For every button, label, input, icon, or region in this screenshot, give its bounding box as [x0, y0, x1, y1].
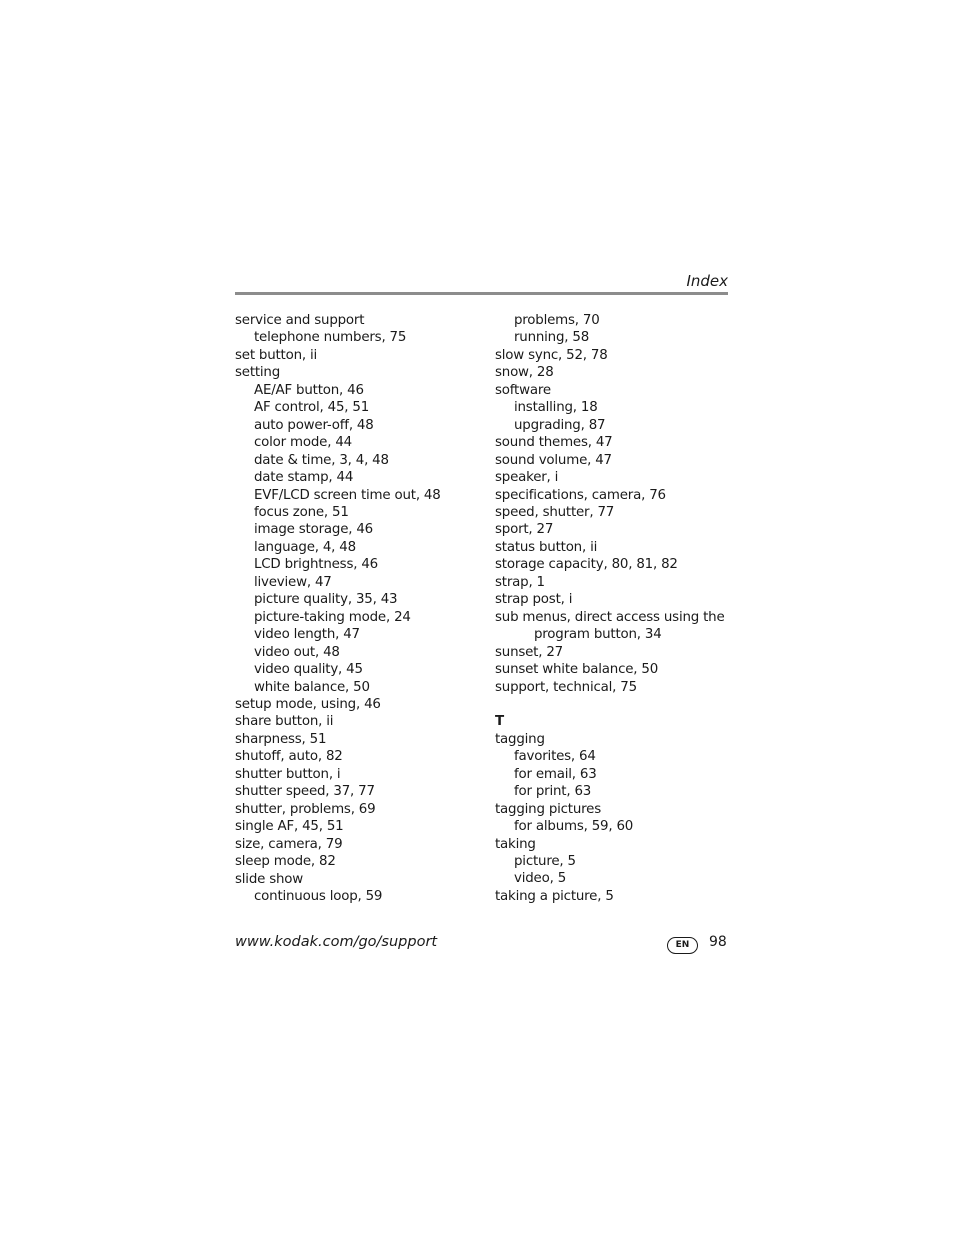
index-subentry: color mode, 44	[254, 435, 352, 451]
index-subentry: for albums, 59, 60	[514, 819, 634, 835]
index-column-left	[235, 312, 485, 905]
index-entry: set button, ii	[235, 347, 318, 363]
index-subentry: picture, 5	[514, 854, 576, 870]
index-entry: specifications, camera, 76	[495, 487, 666, 503]
index-column-right	[495, 312, 735, 905]
index-subentry: upgrading, 87	[514, 417, 606, 433]
index-entry: speed, shutter, 77	[495, 504, 615, 520]
index-subentry: running, 58	[514, 330, 590, 346]
index-entry: strap, 1	[495, 574, 545, 590]
index-subentry: date & time, 3, 4, 48	[254, 452, 389, 468]
index-subentry: liveview, 47	[254, 574, 332, 590]
index-entry: snow, 28	[495, 365, 554, 381]
index-entry: slide show	[235, 871, 304, 887]
index-subentry: date stamp, 44	[254, 470, 354, 486]
index-subentry: for email, 63	[514, 766, 597, 782]
index-entry: setup mode, using, 46	[235, 696, 381, 712]
index-subentry: AE/AF button, 46	[254, 382, 364, 398]
index-spacer	[495, 696, 735, 713]
index-subentry: picture quality, 35, 43	[254, 592, 398, 608]
index-entry: shutoff, auto, 82	[235, 749, 343, 765]
index-entry: sharpness, 51	[235, 731, 327, 747]
index-entry: sport, 27	[495, 522, 554, 538]
running-header-title: Index	[686, 272, 728, 290]
index-entry: speaker, i	[495, 470, 559, 486]
index-subentry: language, 4, 48	[254, 539, 356, 555]
index-entry: sub menus, direct access using the	[495, 609, 725, 625]
index-subentry: white balance, 50	[254, 679, 370, 695]
index-entry: shutter button, i	[235, 766, 341, 782]
language-badge: EN	[667, 937, 698, 954]
page-number: 98	[709, 934, 727, 950]
index-subentry: EVF/LCD screen time out, 48	[254, 487, 441, 503]
index-subentry: video length, 47	[254, 627, 360, 643]
index-subentry: video, 5	[514, 871, 567, 887]
index-entry: sound volume, 47	[495, 452, 612, 468]
index-entry: storage capacity, 80, 81, 82	[495, 557, 678, 573]
index-subentry: for print, 63	[514, 784, 592, 800]
index-subentry: video out, 48	[254, 644, 340, 660]
index-entry: size, camera, 79	[235, 836, 343, 852]
index-entry: taking a picture, 5	[495, 888, 614, 904]
index-entry: share button, ii	[235, 714, 334, 730]
index-entry: software	[495, 382, 551, 398]
index-entry: sleep mode, 82	[235, 854, 336, 870]
index-entry: taking	[495, 836, 536, 852]
index-subentry: favorites, 64	[514, 749, 596, 765]
header-rule	[235, 292, 728, 295]
index-subentry: image storage, 46	[254, 522, 373, 538]
index-letter-heading: T	[495, 714, 504, 730]
index-subentry: AF control, 45, 51	[254, 400, 370, 416]
index-entry: sunset, 27	[495, 644, 563, 660]
index-entry: shutter, problems, 69	[235, 801, 376, 817]
index-subentry: focus zone, 51	[254, 504, 349, 520]
index-entry: slow sync, 52, 78	[495, 347, 608, 363]
index-entry: single AF, 45, 51	[235, 819, 344, 835]
index-subentry: problems, 70	[514, 313, 600, 328]
index-entry: status button, ii	[495, 539, 598, 555]
index-entry: tagging	[495, 731, 545, 747]
index-subentry: installing, 18	[514, 400, 598, 416]
index-subentry: LCD brightness, 46	[254, 557, 378, 573]
index-entry: tagging pictures	[495, 801, 601, 817]
index-subentry: picture-taking mode, 24	[254, 609, 411, 625]
index-entry: setting	[235, 365, 281, 381]
footer-support-url: www.kodak.com/go/support	[235, 934, 438, 950]
index-entry: shutter speed, 37, 77	[235, 784, 375, 800]
index-subentry: program button, 34	[534, 627, 662, 643]
index-subentry: telephone numbers, 75	[254, 330, 407, 346]
index-subentry: auto power-off, 48	[254, 417, 374, 433]
index-entry: sunset white balance, 50	[495, 662, 659, 678]
index-subentry: continuous loop, 59	[254, 888, 383, 904]
index-entry: support, technical, 75	[495, 679, 637, 695]
index-entry: sound themes, 47	[495, 435, 613, 451]
index-entry: strap post, i	[495, 592, 573, 608]
index-entry: service and support	[235, 313, 365, 328]
index-subentry: video quality, 45	[254, 662, 363, 678]
